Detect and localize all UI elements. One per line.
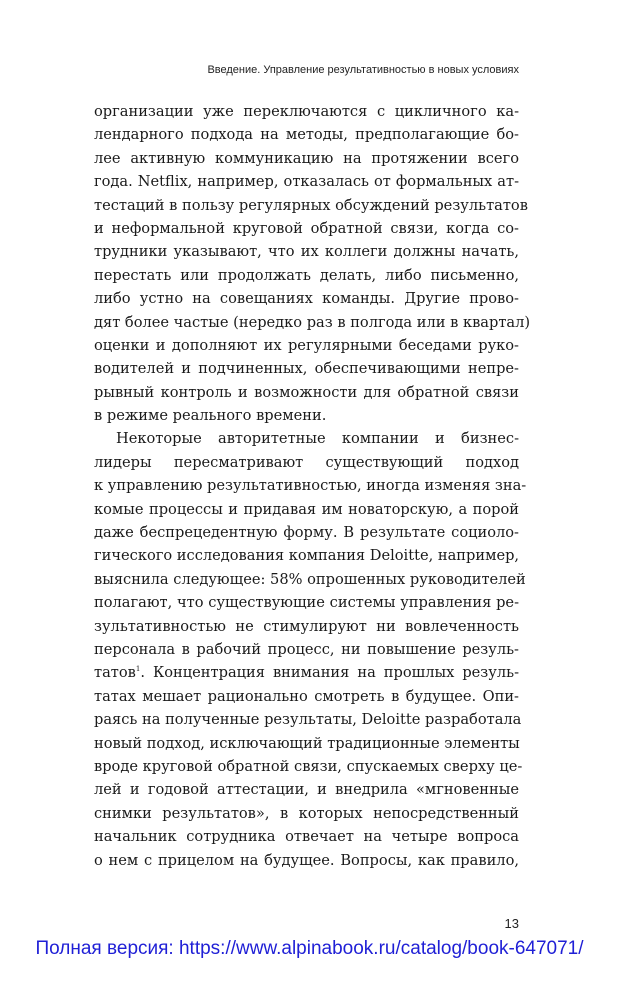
text-line: и неформальной круговой обратной связи, когда со- bbox=[94, 219, 519, 237]
text-line: начальник сотрудника отвечает на четыре вопроса bbox=[94, 828, 519, 846]
text-line: к управлению результативностью, иногда изменяя зна- bbox=[94, 477, 527, 495]
text-line: лей и годовой аттестации, и внедрила «мгновенные bbox=[94, 781, 519, 799]
text-line: снимки результатов», в которых непосредственный bbox=[94, 804, 519, 822]
text-line: лидеры пересматривают существующий подход bbox=[94, 453, 519, 471]
text-line: оценки и дополняют их регулярными беседами руко- bbox=[94, 336, 519, 354]
text-line: рывный контроль и возможности для обратной связи bbox=[94, 383, 519, 401]
footnote-line-start: татов bbox=[94, 664, 136, 682]
text-line: лендарного подхода на методы, предполагающие бо- bbox=[94, 126, 519, 144]
text-line: Некоторые авторитетные компании и бизнес- bbox=[116, 430, 519, 448]
text-line: года. Netflix, например, отказалась от формальных ат- bbox=[94, 173, 519, 191]
text-line: либо устно на совещаниях команды. Другие прово- bbox=[94, 290, 519, 308]
footnote-marker[interactable]: 1 bbox=[135, 665, 141, 674]
text-line: о нем с прицелом на будущее. Вопросы, как правило, bbox=[94, 851, 519, 869]
text-line: комые процессы и придавая им новаторскую, а порой bbox=[94, 500, 519, 518]
text-line: перестать или продолжать делать, либо письменно, bbox=[94, 266, 519, 284]
text-line: даже беспрецедентную форму. В результате социоло- bbox=[94, 524, 519, 542]
text-line: лее активную коммуникацию на протяжении всего bbox=[94, 149, 519, 167]
text-line: тестаций в пользу регулярных обсуждений результатов bbox=[94, 196, 528, 214]
text-line: гического исследования компания Deloitte, например, bbox=[94, 547, 520, 565]
text-line: персонала в рабочий процесс, ни повышение резуль- bbox=[94, 640, 519, 658]
text-line: новый подход, исключающий традиционные элементы bbox=[94, 734, 520, 752]
body-text bbox=[94, 100, 531, 872]
page-number: 13 bbox=[504, 916, 519, 931]
text-line: в режиме реального времени. bbox=[94, 407, 327, 425]
text-line: татах мешает рационально смотреть в будущее. Опи- bbox=[94, 687, 519, 705]
footnote-line-end: . Концентрация внимания на прошлых резуль- bbox=[140, 664, 519, 682]
text-line: вроде круговой обратной связи, спускаемых сверху це- bbox=[94, 757, 523, 775]
full-version-link[interactable]: Полная версия: https://www.alpinabook.ru/catalog/book-647071/ bbox=[35, 938, 584, 959]
text-line-with-footnote bbox=[94, 661, 519, 684]
text-line: выяснила следующее: 58% опрошенных руководителей bbox=[94, 570, 526, 588]
text-line: водителей и подчиненных, обеспечивающими непре- bbox=[94, 360, 519, 378]
text-line: организации уже переключаются с цикличного ка- bbox=[94, 103, 519, 120]
text-line: трудники указывают, что их коллеги должны начать, bbox=[94, 243, 519, 261]
running-header: Введение. Управление результативностью в новых условиях bbox=[207, 64, 519, 76]
text-line: зультативностью не стимулируют ни вовлеченность bbox=[94, 617, 519, 635]
text-line: полагают, что существующие системы управления ре- bbox=[94, 594, 519, 612]
text-line: дят более частые (нередко раз в полгода или в квартал) bbox=[94, 313, 531, 331]
text-line: раясь на полученные результаты, Deloitte разработала bbox=[94, 711, 522, 729]
